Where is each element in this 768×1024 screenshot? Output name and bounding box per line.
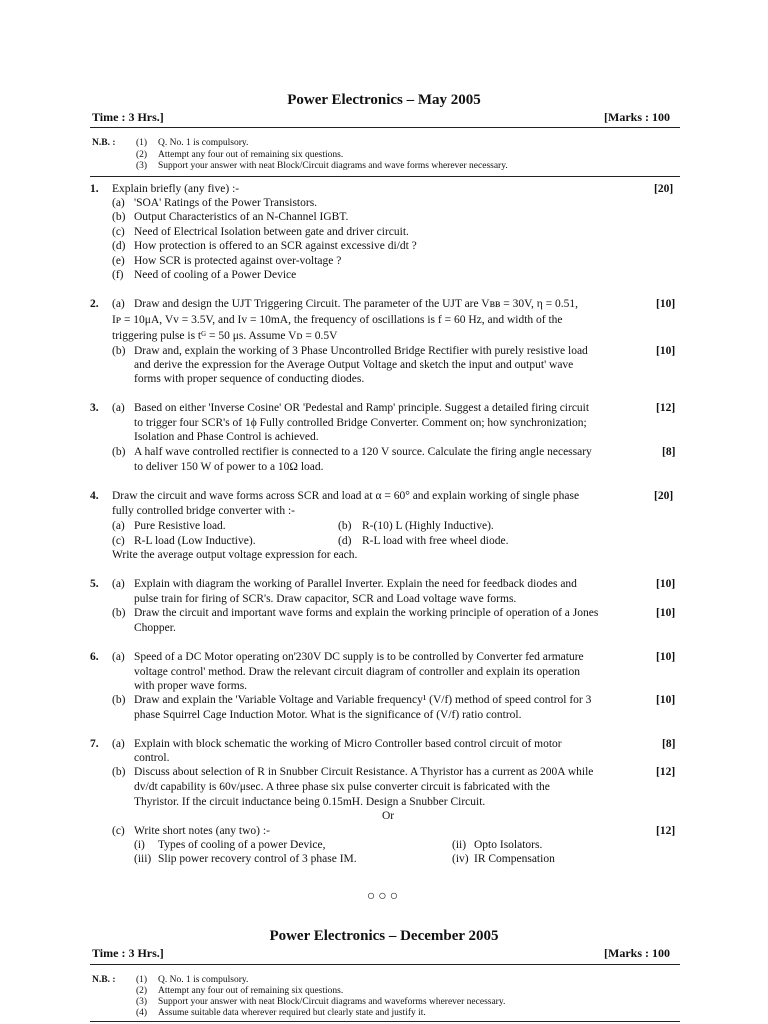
nb-label: N.B. :: [92, 975, 116, 985]
item-text: dv/dt capability is 60v/μsec. A three phase six pulse converter circuit is fabricated with the: [134, 781, 550, 793]
part-marks: [10]: [656, 345, 676, 357]
nb-num: (1): [136, 138, 148, 148]
item-label: (a): [112, 578, 125, 590]
marks-label: [Marks : 100: [604, 110, 670, 124]
item-label: (c): [112, 226, 125, 238]
item-label: (b): [112, 345, 126, 357]
part-marks: [10]: [656, 651, 676, 663]
item-text: Iᴘ = 10μA, Vᴠ = 3.5V, and Iᴠ = 10mA, the frequency of oscillations is f = 60 Hz, and width of the: [112, 314, 563, 326]
or-separator: Or: [382, 810, 395, 822]
nb-rule: [90, 1021, 680, 1022]
part-marks: [8]: [662, 738, 676, 750]
question-number: 6.: [90, 651, 99, 663]
item-text: to deliver 150 W of power to a 10Ω load.: [134, 461, 324, 473]
part-marks: [12]: [656, 825, 676, 837]
nb-text: Support your answer with neat Block/Circuit diagrams and waveforms wherever necessary.: [158, 997, 506, 1007]
item-label: (b): [112, 607, 126, 619]
question-marks: [20]: [654, 183, 674, 195]
item-text: R-(10) L (Highly Inductive).: [362, 520, 494, 532]
item-label: (a): [112, 520, 125, 532]
item-text: Explain with diagram the working of Parallel Inverter. Explain the need for feedback diodes and: [134, 578, 577, 590]
item-text: 'SOA' Ratings of the Power Transistors.: [134, 197, 318, 209]
nb-text: Support your answer with neat Block/Circuit diagrams and wave forms wherever necessary.: [158, 161, 508, 171]
item-text: fully controlled bridge converter with :-: [112, 505, 295, 517]
page-title: Power Electronics – May 2005: [287, 92, 481, 108]
question-number: 5.: [90, 578, 99, 590]
item-label: (f): [112, 269, 124, 281]
time-label: Time : 3 Hrs.]: [92, 946, 164, 960]
question-number: 3.: [90, 402, 99, 414]
nb-num: (4): [136, 1008, 148, 1018]
item-text: Chopper.: [134, 622, 176, 634]
item-text: Explain with block schematic the working of Micro Controller based control circuit of motor: [134, 738, 562, 750]
item-text: R-L load with free wheel diode.: [362, 535, 509, 547]
item-text: control.: [134, 752, 170, 764]
item-label: (a): [112, 738, 125, 750]
item-text: Types of cooling of a power Device,: [158, 839, 326, 851]
item-text: How SCR is protected against over-voltage ?: [134, 255, 342, 267]
header-rule: [90, 127, 680, 128]
item-label: (b): [112, 766, 126, 778]
item-text: Thyristor. If the circuit inductance being 0.15mH. Design a Snubber Circuit.: [134, 796, 486, 808]
nb-text: Q. No. 1 is compulsory.: [158, 138, 249, 148]
item-text: Based on either 'Inverse Cosine' OR 'Pedestal and Ramp' principle. Suggest a detailed firing circuit: [134, 402, 590, 414]
item-label: (a): [112, 197, 125, 209]
item-label: (ii): [452, 839, 467, 851]
item-text: Speed of a DC Motor operating on'230V DC supply is to be controlled by Converter fed armature: [134, 651, 584, 663]
nb-rule: [90, 176, 680, 177]
item-text: pulse train for firing of SCR's. Draw capacitor, SCR and Load voltage wave forms.: [134, 593, 517, 605]
item-text: A half wave controlled rectifier is connected to a 120 V source. Calculate the firing angle necessary: [134, 446, 592, 458]
item-label: (b): [338, 520, 352, 532]
question-stem: Explain briefly (any five) :-: [112, 183, 240, 195]
item-text: phase Squirrel Cage Induction Motor. What is the significance of (V/f) ratio control.: [134, 709, 522, 721]
part-marks: [10]: [656, 694, 676, 706]
nb-num: (2): [136, 986, 148, 996]
item-text: Output Characteristics of an N-Channel IGBT.: [134, 211, 349, 223]
part-marks: [12]: [656, 766, 676, 778]
part-marks: [12]: [656, 402, 676, 414]
item-label: (a): [112, 651, 125, 663]
item-text: Draw the circuit and wave forms across SCR and load at α = 60° and explain working of single phase: [112, 490, 580, 502]
marks-label: [Marks : 100: [604, 946, 670, 960]
item-label: (c): [112, 825, 125, 837]
item-label: (iv): [452, 853, 469, 865]
item-label: (b): [112, 211, 126, 223]
part-marks: [8]: [662, 446, 676, 458]
nb-num: (1): [136, 975, 148, 985]
question-number: 1.: [90, 183, 99, 195]
item-text: with proper wave forms.: [134, 680, 248, 692]
item-label: (a): [112, 402, 125, 414]
item-text: Opto Isolators.: [474, 839, 543, 851]
item-text: Draw and, explain the working of 3 Phase Uncontrolled Bridge Rectifier with purely resistive load: [134, 345, 588, 357]
question-number: 4.: [90, 490, 99, 502]
item-label: (b): [112, 694, 126, 706]
item-text: Pure Resistive load.: [134, 520, 226, 532]
end-of-paper-marker: ○○○: [366, 889, 402, 904]
nb-text: Attempt any four out of remaining six questions.: [158, 150, 344, 160]
item-text: R-L load (Low Inductive).: [134, 535, 256, 547]
nb-label: N.B. :: [92, 138, 116, 148]
nb-num: (2): [136, 150, 148, 160]
nb-text: Q. No. 1 is compulsory.: [158, 975, 249, 985]
item-text: Draw and design the UJT Triggering Circuit. The parameter of the UJT are Vʙʙ = 30V, η = 0.51,: [134, 298, 578, 310]
item-label: (d): [338, 535, 352, 547]
nb-text: Attempt any four out of remaining six questions.: [158, 986, 344, 996]
item-text: Need of cooling of a Power Device: [134, 269, 297, 281]
item-text: IR Compensation: [474, 853, 555, 865]
item-text: Draw the circuit and important wave forms and explain the working principle of operation of a Jones: [134, 607, 599, 619]
item-label: (i): [134, 839, 145, 851]
item-label: (a): [112, 298, 125, 310]
item-text: Write the average output voltage expression for each.: [112, 549, 358, 561]
part-marks: [10]: [656, 578, 676, 590]
question-number: 7.: [90, 738, 99, 750]
item-text: forms with proper sequence of conducting diodes.: [134, 373, 365, 385]
item-text: Discuss about selection of R in Snubber Circuit Resistance. A Thyristor has a current as 200A while: [134, 766, 594, 778]
item-text: Draw and explain the 'Variable Voltage and Variable frequency¹ (V/f) method of speed control for 3: [134, 694, 592, 706]
part-marks: [10]: [656, 298, 676, 310]
item-label: (b): [112, 446, 126, 458]
page-title: Power Electronics – December 2005: [269, 928, 499, 944]
header-rule: [90, 964, 680, 965]
nb-num: (3): [136, 997, 148, 1007]
nb-num: (3): [136, 161, 148, 171]
item-text: to trigger four SCR's of 1ϕ Fully controlled Bridge Converter. Comment on; how synchronization;: [134, 417, 587, 429]
item-label: (c): [112, 535, 125, 547]
item-text: How protection is offered to an SCR against excessive di/dt ?: [134, 240, 417, 252]
nb-text: Assume suitable data wherever required but clearly state and justify it.: [158, 1008, 426, 1018]
item-text: Isolation and Phase Control is achieved.: [134, 431, 319, 443]
item-label: (e): [112, 255, 125, 267]
question-number: 2.: [90, 298, 99, 310]
item-text: voltage control' method. Draw the relevant circuit diagram of controller and explain its operation: [134, 666, 580, 678]
time-label: Time : 3 Hrs.]: [92, 110, 164, 124]
part-marks: [10]: [656, 607, 676, 619]
item-text: Write short notes (any two) :-: [134, 825, 270, 837]
item-text: and derive the expression for the Average Output Voltage and sketch the input and output' wave: [134, 359, 574, 371]
item-text: Need of Electrical Isolation between gate and driver circuit.: [134, 226, 409, 238]
item-label: (iii): [134, 853, 152, 865]
item-text: triggering pulse is tᴳ = 50 μs. Assume Vᴅ = 0.5V: [112, 330, 338, 342]
item-text: Slip power recovery control of 3 phase IM.: [158, 853, 357, 865]
item-label: (d): [112, 240, 126, 252]
question-marks: [20]: [654, 490, 674, 502]
